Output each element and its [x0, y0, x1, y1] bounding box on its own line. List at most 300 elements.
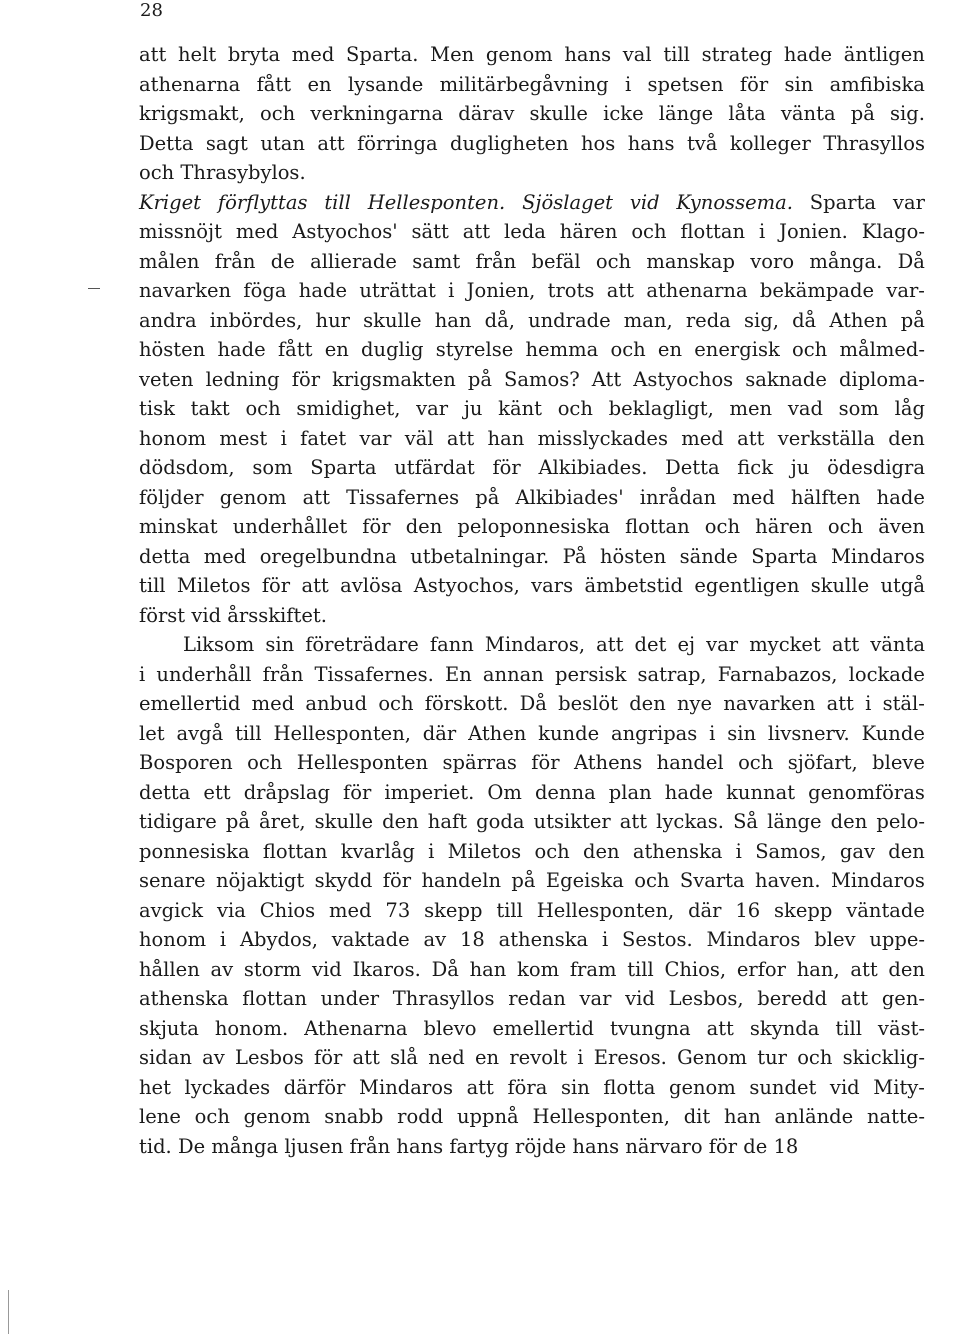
word: snabb [324, 1105, 384, 1128]
word: hade [298, 279, 347, 302]
word: Att [591, 367, 622, 391]
text-line [139, 512, 925, 542]
text-line [139, 571, 925, 601]
word: föga [243, 279, 287, 302]
text-line [139, 955, 925, 985]
word: och [631, 220, 667, 243]
word: först [139, 603, 192, 627]
text-line [139, 1014, 925, 1044]
word: hans [627, 131, 675, 155]
word: den [629, 692, 666, 715]
word: hälften [790, 485, 861, 509]
word: uppnå [456, 1105, 519, 1128]
word: lysande [347, 72, 424, 96]
word: förflyttas [217, 190, 308, 214]
word: och [610, 338, 646, 361]
word: till [496, 898, 523, 922]
word: saknade [745, 367, 827, 391]
word: revolt [509, 1046, 568, 1069]
word: natte- [866, 1105, 925, 1128]
word: pelo- [876, 810, 925, 833]
word: hade [664, 780, 713, 804]
word: vad [787, 397, 823, 420]
word: Bosporen [139, 751, 233, 774]
word: av [202, 1046, 225, 1069]
word: Tissafernes [346, 485, 460, 509]
word: fartyg [449, 1134, 516, 1158]
word: De [177, 1134, 212, 1158]
word: och [260, 102, 296, 125]
word: sände [679, 544, 738, 568]
text-line [139, 1132, 925, 1162]
word: med [291, 43, 335, 66]
word: hans [564, 43, 612, 66]
word: ämbetstid [584, 574, 684, 597]
word: hans [396, 1134, 450, 1158]
word: Mity- [873, 1075, 925, 1099]
word: för [492, 456, 521, 479]
word: bryta [227, 43, 281, 66]
word: Athen [829, 308, 888, 332]
word: och [534, 839, 570, 863]
text-line [139, 99, 925, 129]
word: nöjaktigt [215, 869, 305, 892]
word: kunde [538, 721, 600, 745]
word: mest [219, 426, 268, 450]
word: vid [191, 603, 228, 627]
word: krigsmakten [332, 367, 456, 391]
word: tidigare [139, 810, 217, 833]
word: senare [139, 869, 206, 892]
word: och [245, 397, 281, 420]
word: Klago- [861, 220, 925, 243]
word: Hellesponten, [532, 1105, 670, 1128]
word: ett [203, 780, 231, 804]
word: handeln [421, 869, 501, 892]
word: till [139, 574, 166, 597]
text-line [139, 158, 925, 188]
word: persisk [554, 662, 627, 686]
word: diploma- [838, 367, 925, 391]
word: Liksom [183, 633, 255, 656]
word: årsskiftet. [227, 603, 327, 627]
word: året, [259, 810, 306, 833]
word: ju [463, 397, 483, 420]
word: honom. [214, 1016, 289, 1040]
word: med [329, 898, 372, 922]
word: livsnerv. [767, 721, 850, 745]
word: navarken [139, 279, 232, 302]
word: fått [277, 338, 313, 361]
word: bekämpade [759, 279, 874, 302]
word: sidan [139, 1046, 192, 1069]
word: athenska [498, 928, 589, 951]
word: militärbegåvning [439, 72, 609, 96]
word: icke [603, 102, 644, 125]
word: goda [476, 810, 525, 833]
word: Mindaros [830, 544, 925, 568]
text-line [139, 866, 925, 896]
word: att [831, 633, 860, 656]
word: anlände [774, 1105, 854, 1128]
word: men [729, 397, 773, 420]
word: med [681, 426, 724, 450]
word: kunnat [726, 780, 796, 804]
word: imperiet. [384, 780, 475, 804]
word: beslöt [558, 692, 618, 715]
word: Athenarna [304, 1016, 408, 1040]
word: ned [428, 1046, 465, 1069]
word: där [688, 898, 722, 922]
text-line [139, 217, 925, 247]
word: att [737, 426, 765, 450]
text-line [139, 306, 925, 336]
word: voro [750, 249, 795, 273]
word: målen [139, 249, 200, 273]
word: i [601, 928, 609, 951]
word: många [211, 1134, 285, 1158]
word: Lesbos, [668, 987, 744, 1010]
word: för [261, 574, 291, 597]
word: tur [757, 1046, 787, 1069]
word: Kriget [139, 190, 201, 214]
word: Athens [573, 751, 643, 774]
word: avgå [176, 721, 224, 745]
word: från [214, 249, 256, 273]
word: allierade [310, 249, 397, 273]
word: redan [508, 987, 566, 1010]
word: andra [139, 308, 197, 332]
word: handel [656, 751, 724, 774]
word: slå [390, 1046, 418, 1069]
word: stäl- [882, 692, 925, 715]
word: det [634, 633, 667, 656]
word: en [475, 1046, 500, 1069]
word: ponnesiska [139, 839, 250, 863]
text-line [139, 807, 925, 837]
word: utfärdat [394, 456, 475, 479]
word: låta [728, 102, 766, 125]
word: och [247, 751, 283, 774]
word: manskap [646, 249, 735, 273]
word: fatet [300, 426, 347, 450]
word: den [830, 810, 868, 833]
word: den [888, 426, 925, 450]
word: och [792, 338, 828, 361]
word: undrade [528, 308, 611, 332]
word: låg [894, 397, 925, 420]
word: detta [139, 544, 191, 568]
word: att [466, 1075, 494, 1099]
word: athenarna [139, 72, 241, 96]
word: äntligen [843, 43, 925, 66]
word: Samos, [755, 839, 827, 863]
word: trots [547, 279, 595, 302]
word: På [562, 544, 587, 568]
word: peloponnesiska [457, 515, 610, 538]
text-line [139, 925, 925, 955]
word: strateg [701, 43, 773, 66]
text-line [139, 394, 925, 424]
word: Jonien. [779, 220, 848, 243]
word: tid. [139, 1134, 178, 1158]
word: sagt [205, 131, 248, 155]
word: i [280, 426, 287, 450]
word: skjuta [139, 1016, 199, 1040]
word: Hellesponten, [536, 898, 675, 922]
word: het [139, 1075, 171, 1099]
word: på [900, 308, 925, 332]
word: gen- [881, 987, 925, 1010]
word: i [735, 839, 742, 863]
word: väl [404, 426, 434, 450]
word: sätt [411, 220, 449, 243]
word: även [878, 515, 925, 538]
word: satrap, [637, 662, 707, 686]
word: skydd [314, 869, 373, 892]
word: lyckas. [656, 810, 724, 833]
word: beredd [757, 987, 828, 1010]
word: tisk [139, 397, 175, 420]
word: som [838, 397, 879, 420]
page-number: 28 [140, 0, 163, 21]
text-line [139, 689, 925, 719]
text-line [139, 896, 925, 926]
word: flotta [603, 1075, 656, 1099]
word: många. [809, 249, 883, 273]
word: till [324, 190, 351, 214]
word: och [634, 869, 670, 892]
word: missnöjt [139, 220, 222, 243]
word: haft [427, 810, 468, 833]
word: genom [485, 43, 553, 66]
word: för [362, 515, 391, 538]
word: fann [429, 633, 474, 656]
word: till [663, 43, 690, 66]
text-line [139, 188, 925, 218]
word: för [343, 780, 372, 804]
word: uträttat [359, 279, 436, 302]
word: att [840, 987, 869, 1010]
word: att [606, 279, 635, 302]
word: skulle [363, 308, 422, 332]
word: duglig [361, 338, 424, 361]
word: sundet [749, 1075, 817, 1099]
word: på [511, 869, 536, 892]
word: länge [658, 102, 714, 125]
margin-mark [88, 288, 100, 289]
word: företrädare [305, 633, 419, 656]
word: En [444, 662, 472, 686]
word: bleve [872, 751, 925, 774]
word: med [732, 485, 775, 509]
word: energisk [694, 338, 780, 361]
word: Egeiska [545, 869, 624, 892]
word: utan [260, 131, 305, 155]
word: rodd [397, 1105, 444, 1128]
word: leda [503, 220, 546, 243]
word: i [624, 72, 632, 96]
word: let [139, 721, 165, 745]
word: Mindaros, [484, 633, 586, 656]
word: dråpslag [243, 780, 330, 804]
word: hade [783, 43, 833, 66]
word: från [475, 249, 517, 273]
word: utbetalningar. [410, 544, 550, 568]
word: i [448, 279, 455, 302]
word: han [724, 1105, 761, 1128]
word: för [291, 367, 321, 391]
word: länge [767, 810, 822, 833]
word: från [349, 1134, 397, 1158]
word: två [686, 131, 718, 155]
word: Detta [139, 131, 194, 155]
word: hösten [599, 544, 667, 568]
word: att [826, 692, 854, 715]
word: amfibiska [829, 72, 925, 96]
word: Jonien, [466, 279, 536, 302]
word: genomföras [808, 780, 925, 804]
word: att [619, 810, 648, 833]
text-line [139, 365, 925, 395]
word: att [850, 957, 878, 981]
word: egentligen [694, 574, 800, 597]
word: skepp [774, 898, 833, 922]
word: blev [814, 928, 856, 951]
word: Thrasyllos [392, 987, 495, 1010]
word: tvungna [609, 1016, 691, 1040]
word: Sjöslaget [522, 190, 613, 214]
word: Detta [665, 456, 720, 479]
word: vid [829, 1075, 860, 1099]
word: athenska [139, 987, 229, 1010]
word: väst- [877, 1016, 925, 1040]
word: Tissafernes. [314, 662, 434, 686]
word: av [423, 928, 447, 951]
word: att [317, 131, 345, 155]
word: känt [498, 397, 542, 420]
text-line [139, 837, 925, 867]
word: Sparta [809, 190, 877, 214]
word: utsikter [533, 810, 611, 833]
word: Samos? [504, 367, 580, 391]
word: flottan [242, 987, 307, 1010]
word: skepp [424, 898, 483, 922]
word: hären [559, 220, 618, 243]
word: angripas [610, 721, 698, 745]
word: och [797, 1046, 833, 1069]
word: kom [517, 957, 560, 981]
word: ju [790, 456, 810, 479]
word: Thrasybylos. [180, 161, 306, 184]
word: de [270, 249, 295, 273]
word: hemma [525, 338, 599, 361]
word: i [865, 692, 872, 715]
text-line [139, 660, 925, 690]
text-line [139, 70, 925, 100]
word: den [582, 839, 620, 863]
word: till [235, 721, 262, 745]
word: Miletos [447, 839, 522, 863]
word: Kynossema. [676, 190, 793, 214]
text-line [139, 630, 925, 660]
word: och [378, 692, 414, 715]
word: anbud [305, 692, 368, 715]
word: samt [412, 249, 461, 273]
word: att [301, 574, 329, 597]
word: ödesdigra [827, 456, 925, 479]
word: att [706, 1016, 734, 1040]
word: vid [311, 957, 342, 981]
word: nye [676, 692, 713, 715]
word: föra [507, 1075, 548, 1099]
word: Farnabazos, [717, 662, 838, 686]
word: på [467, 367, 492, 391]
word: inrådan [639, 485, 717, 509]
word: Sparta. [345, 43, 419, 66]
word: denna [534, 780, 596, 804]
word: till [627, 957, 654, 981]
word: fram [569, 957, 617, 981]
text-line [139, 40, 925, 70]
word: vid [629, 190, 660, 214]
word: och [738, 751, 774, 774]
text-line [139, 335, 925, 365]
word: i [759, 220, 766, 243]
word: hären [755, 515, 813, 538]
word: den [888, 839, 925, 863]
word: på [475, 485, 500, 509]
word: flottan [680, 220, 746, 243]
word: 73 [385, 898, 411, 922]
word: i [709, 721, 716, 745]
word: Miletos [176, 574, 251, 597]
word: gav [839, 839, 875, 863]
word: storm [243, 957, 302, 981]
word: att [596, 633, 624, 656]
word: Thrasyllos [823, 131, 925, 155]
word: fick [737, 456, 774, 479]
word: sig. [890, 102, 925, 125]
word: plan [608, 780, 652, 804]
text-line [139, 984, 925, 1014]
word: han [434, 308, 472, 332]
word: Hellesponten, [273, 721, 411, 745]
word: inbördes, [209, 308, 303, 332]
word: Svarta [679, 869, 745, 892]
word: lockade [848, 662, 925, 686]
word: med [203, 544, 247, 568]
word: till [835, 1016, 862, 1040]
word: Då [431, 957, 459, 981]
word: Hellesponten [296, 751, 429, 774]
word: lyckades [184, 1075, 271, 1099]
body-text [139, 40, 925, 1161]
word: dugligheten [450, 131, 569, 155]
word: då, [484, 308, 515, 332]
word: avlösa [340, 574, 403, 597]
word: Mindaros [706, 928, 801, 951]
word: 16 [735, 898, 761, 922]
word: då [792, 308, 817, 332]
word: 18 [773, 1134, 799, 1158]
word: var- [886, 279, 925, 302]
word: i [219, 928, 227, 951]
word: och [827, 515, 864, 538]
text-line [139, 748, 925, 778]
word: spetsen [647, 72, 724, 96]
word: som [252, 456, 293, 479]
